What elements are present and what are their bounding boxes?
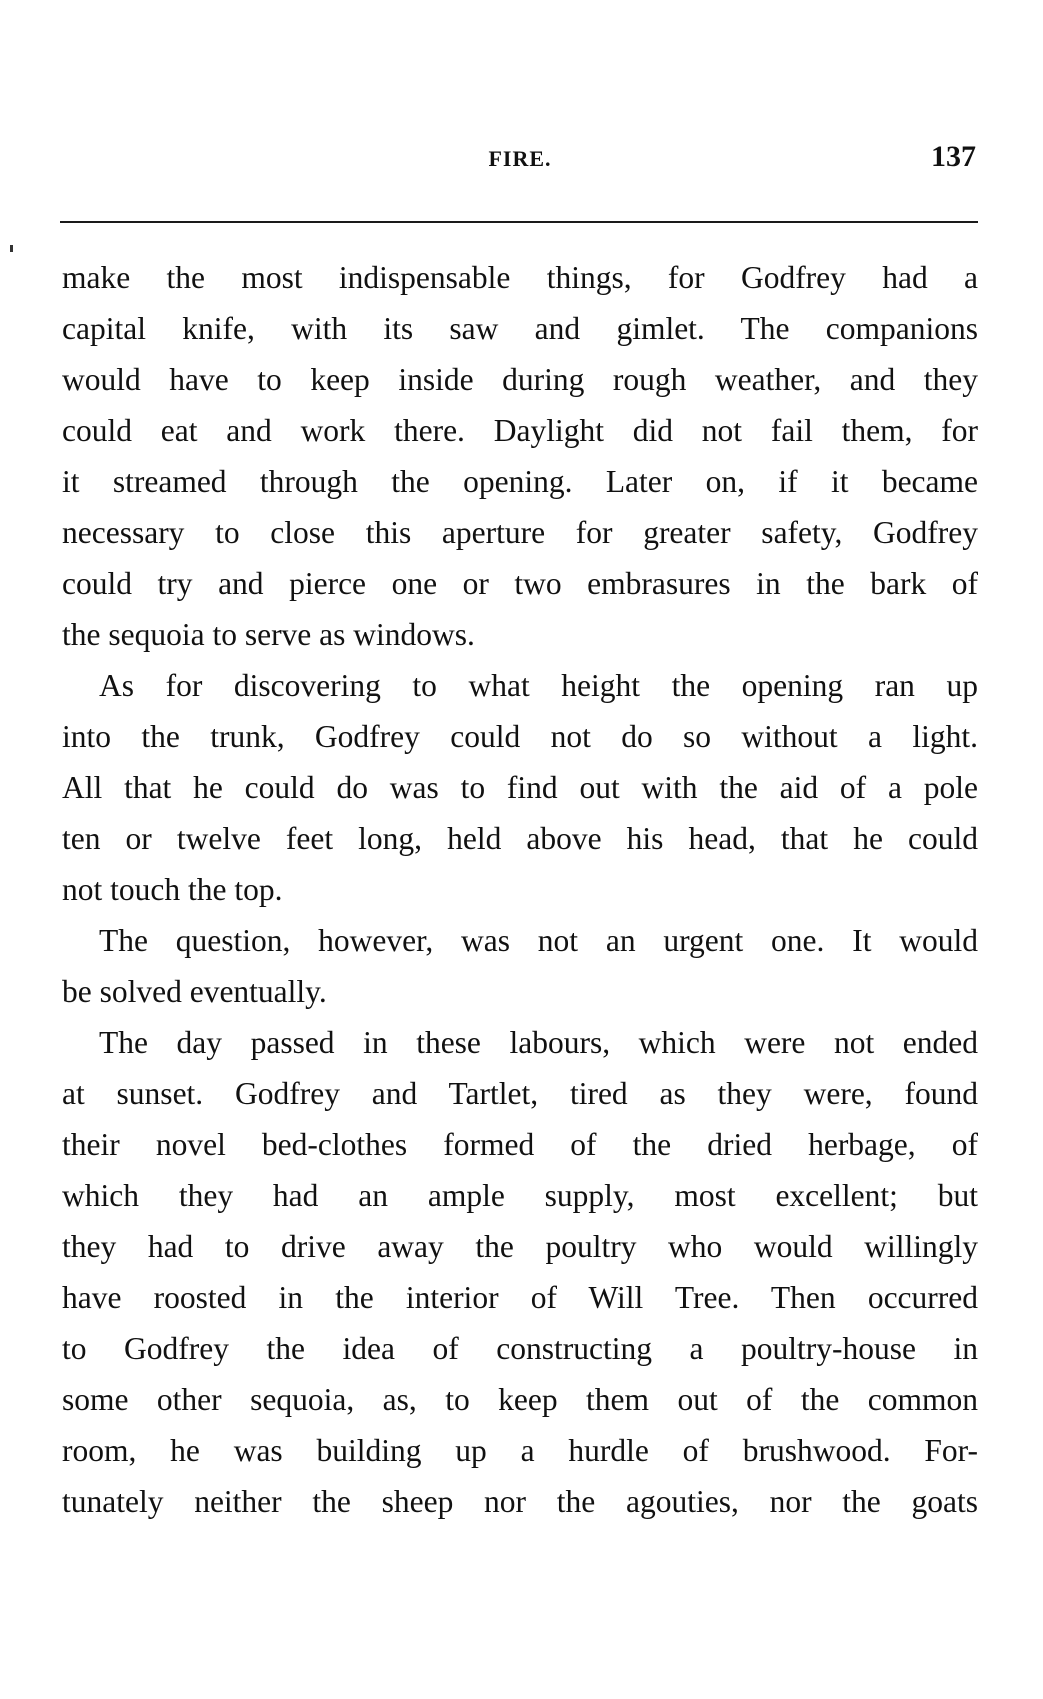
text-line: necessary to close this aperture for greater safety, Godfrey xyxy=(62,515,978,550)
text-line: The day passed in these labours, which were not ended xyxy=(99,1025,978,1060)
body-text xyxy=(62,252,978,1527)
header-rule xyxy=(60,221,978,223)
text-line: As for discovering to what height the opening ran up xyxy=(99,668,978,703)
text-line: to Godfrey the idea of constructing a poultry-house in xyxy=(62,1331,978,1366)
text-line: the sequoia to serve as windows. xyxy=(62,617,475,652)
text-line: capital knife, with its saw and gimlet. The companions xyxy=(62,311,978,346)
text-line: at sunset. Godfrey and Tartlet, tired as they were, found xyxy=(62,1076,978,1111)
margin-mark xyxy=(10,245,13,252)
running-head xyxy=(62,140,978,180)
text-line: some other sequoia, as, to keep them out of the common xyxy=(62,1382,978,1417)
text-line: it streamed through the opening. Later on, if it became xyxy=(62,464,978,499)
text-line: not touch the top. xyxy=(62,872,283,907)
text-line: ten or twelve feet long, held above his head, that he could xyxy=(62,821,978,856)
text-line: into the trunk, Godfrey could not do so without a light. xyxy=(62,719,978,754)
text-line: their novel bed-clothes formed of the dried herbage, of xyxy=(62,1127,978,1162)
text-line: could try and pierce one or two embrasures in the bark of xyxy=(62,566,978,601)
text-line: The question, however, was not an urgent one. It would xyxy=(99,923,978,958)
text-line: would have to keep inside during rough weather, and they xyxy=(62,362,978,397)
text-line: tunately neither the sheep nor the agouties, nor the goats xyxy=(62,1484,978,1519)
text-line: room, he was building up a hurdle of brushwood. For- xyxy=(62,1433,978,1468)
text-line: have roosted in the interior of Will Tree. Then occurred xyxy=(62,1280,978,1315)
text-line: could eat and work there. Daylight did not fail them, for xyxy=(62,413,978,448)
page-number: 137 xyxy=(931,140,976,173)
text-line: make the most indispensable things, for Godfrey had a xyxy=(62,260,978,295)
text-line: All that he could do was to find out with the aid of a pole xyxy=(62,770,978,805)
running-title: FIRE. xyxy=(488,146,552,171)
text-line: be solved eventually. xyxy=(62,974,327,1009)
text-line: which they had an ample supply, most excellent; but xyxy=(62,1178,978,1213)
text-line: they had to drive away the poultry who would willingly xyxy=(62,1229,978,1264)
